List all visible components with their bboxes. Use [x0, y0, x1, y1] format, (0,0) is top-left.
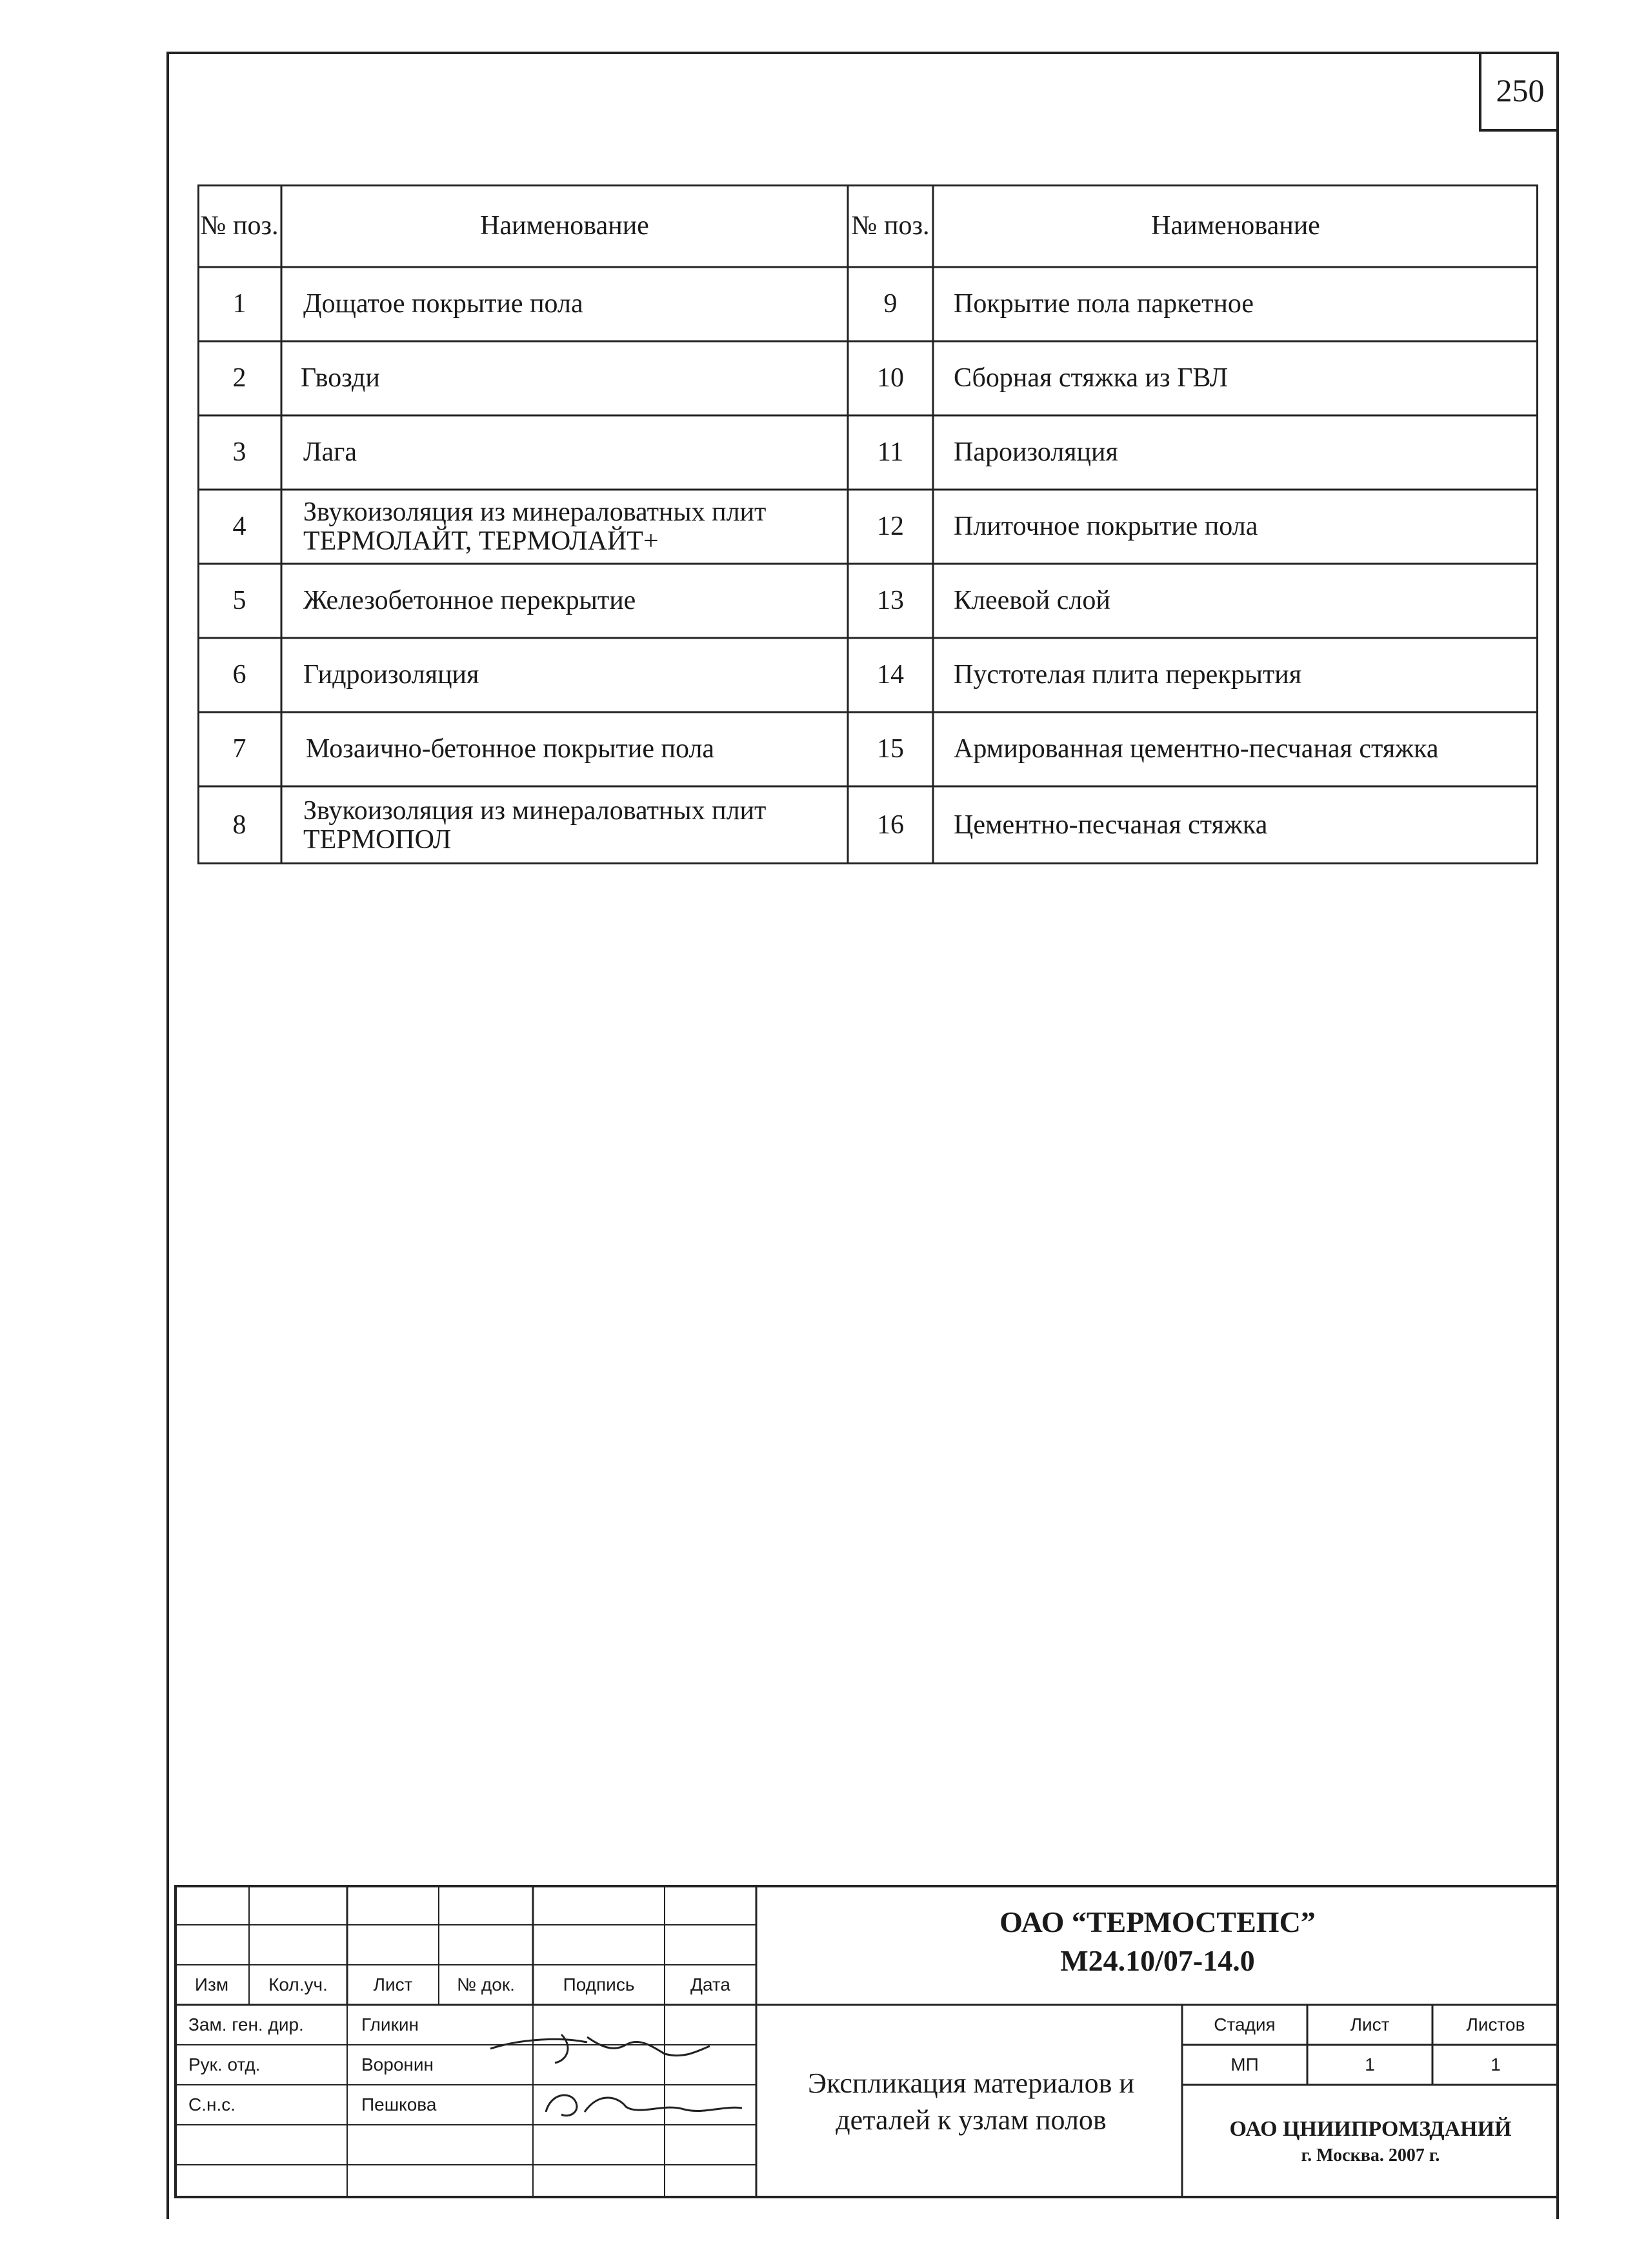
col-kol-uch: Кол.уч. — [268, 1975, 328, 1994]
sheet-header: Лист — [1350, 2014, 1390, 2034]
col-data: Дата — [690, 1975, 730, 1994]
col-no-dok: № док. — [457, 1975, 515, 1994]
specification-table — [197, 184, 1538, 864]
col-izm: Изм — [194, 1975, 229, 1994]
right-row-num: 14 — [877, 660, 904, 690]
left-row-num: 2 — [232, 363, 246, 393]
person-voronin: Воронин — [361, 2054, 434, 2074]
right-row-num: 9 — [883, 289, 898, 319]
right-row-name: Пустотелая плита перекрытия — [954, 660, 1302, 690]
sheets-value: 1 — [1490, 2054, 1501, 2074]
left-row-num: 6 — [232, 660, 246, 690]
role-dept-head: Рук. отд. — [188, 2054, 261, 2074]
right-row-num: 11 — [877, 437, 904, 468]
right-row-num: 16 — [877, 810, 904, 841]
left-row-name: Мозаично-бетонное покрытие пола — [306, 734, 715, 764]
right-row-num: 13 — [877, 586, 904, 616]
right-row-name: Плиточное покрытие пола — [954, 512, 1258, 542]
left-row-num: 4 — [232, 512, 246, 542]
left-row-num: 5 — [232, 586, 246, 616]
left-row-name: Гидроизоляция — [303, 660, 479, 690]
header-pos-left: № поз. — [200, 210, 279, 241]
stage-header: Стадия — [1214, 2014, 1276, 2034]
document-code: М24.10/07-14.0 — [1060, 1944, 1255, 1977]
right-row-name: Цементно-песчаная стяжка — [954, 810, 1268, 841]
left-row-name: Дощатое покрытие пола — [303, 289, 583, 319]
left-row-num: 1 — [232, 289, 246, 319]
left-row-name: Железобетонное перекрытие — [303, 586, 636, 616]
title-block — [174, 1885, 1559, 2198]
right-row-name: Сборная стяжка из ГВЛ — [954, 363, 1229, 393]
organization-name: ОАО ЦНИИПРОМЗДАНИЙ — [1229, 2117, 1512, 2141]
role-senior-researcher: С.н.с. — [188, 2094, 236, 2114]
role-deputy-director: Зам. ген. дир. — [188, 2014, 304, 2034]
stage-value: МП — [1230, 2054, 1259, 2074]
right-row-num: 15 — [877, 734, 904, 764]
col-podpis: Подпись — [563, 1975, 635, 1994]
left-row-name: Звукоизоляция из минераловатных плит ТЕРМОЛАЙТ, ТЕРМОЛАЙТ+ — [303, 497, 767, 556]
right-row-name: Клеевой слой — [954, 586, 1110, 616]
organization-city-year: г. Москва. 2007 г. — [1301, 2145, 1440, 2165]
right-row-name: Пароизоляция — [954, 437, 1118, 468]
person-peshkova: Пешкова — [361, 2094, 437, 2114]
left-row-num: 3 — [232, 437, 246, 468]
sheet-number: 250 — [1479, 52, 1559, 132]
left-row-name: Лага — [303, 437, 357, 468]
right-row-name: Покрытие пола паркетное — [954, 289, 1254, 319]
right-row-name: Армированная цементно-песчаная стяжка — [954, 734, 1439, 764]
document-title: Экспликация материалов и деталей к узлам полов — [808, 2067, 1134, 2136]
right-row-num: 12 — [877, 512, 904, 542]
col-list: Лист — [373, 1975, 413, 1994]
right-row-num: 10 — [877, 363, 904, 393]
company-name: ОАО “ТЕРМОСТЕПС” — [999, 1905, 1316, 1938]
left-row-num: 7 — [232, 734, 246, 764]
header-pos-right: № поз. — [851, 210, 930, 241]
sheet-value: 1 — [1365, 2054, 1375, 2074]
header-name-right: Наименование — [1151, 210, 1320, 241]
sheets-header: Листов — [1466, 2014, 1525, 2034]
person-glikin: Гликин — [361, 2014, 419, 2034]
left-row-num: 8 — [232, 810, 246, 841]
header-name-left: Наименование — [480, 210, 649, 241]
left-row-name: Звукоизоляция из минераловатных плит ТЕРМОПОЛ — [303, 796, 767, 855]
left-row-name: Гвозди — [301, 363, 380, 393]
